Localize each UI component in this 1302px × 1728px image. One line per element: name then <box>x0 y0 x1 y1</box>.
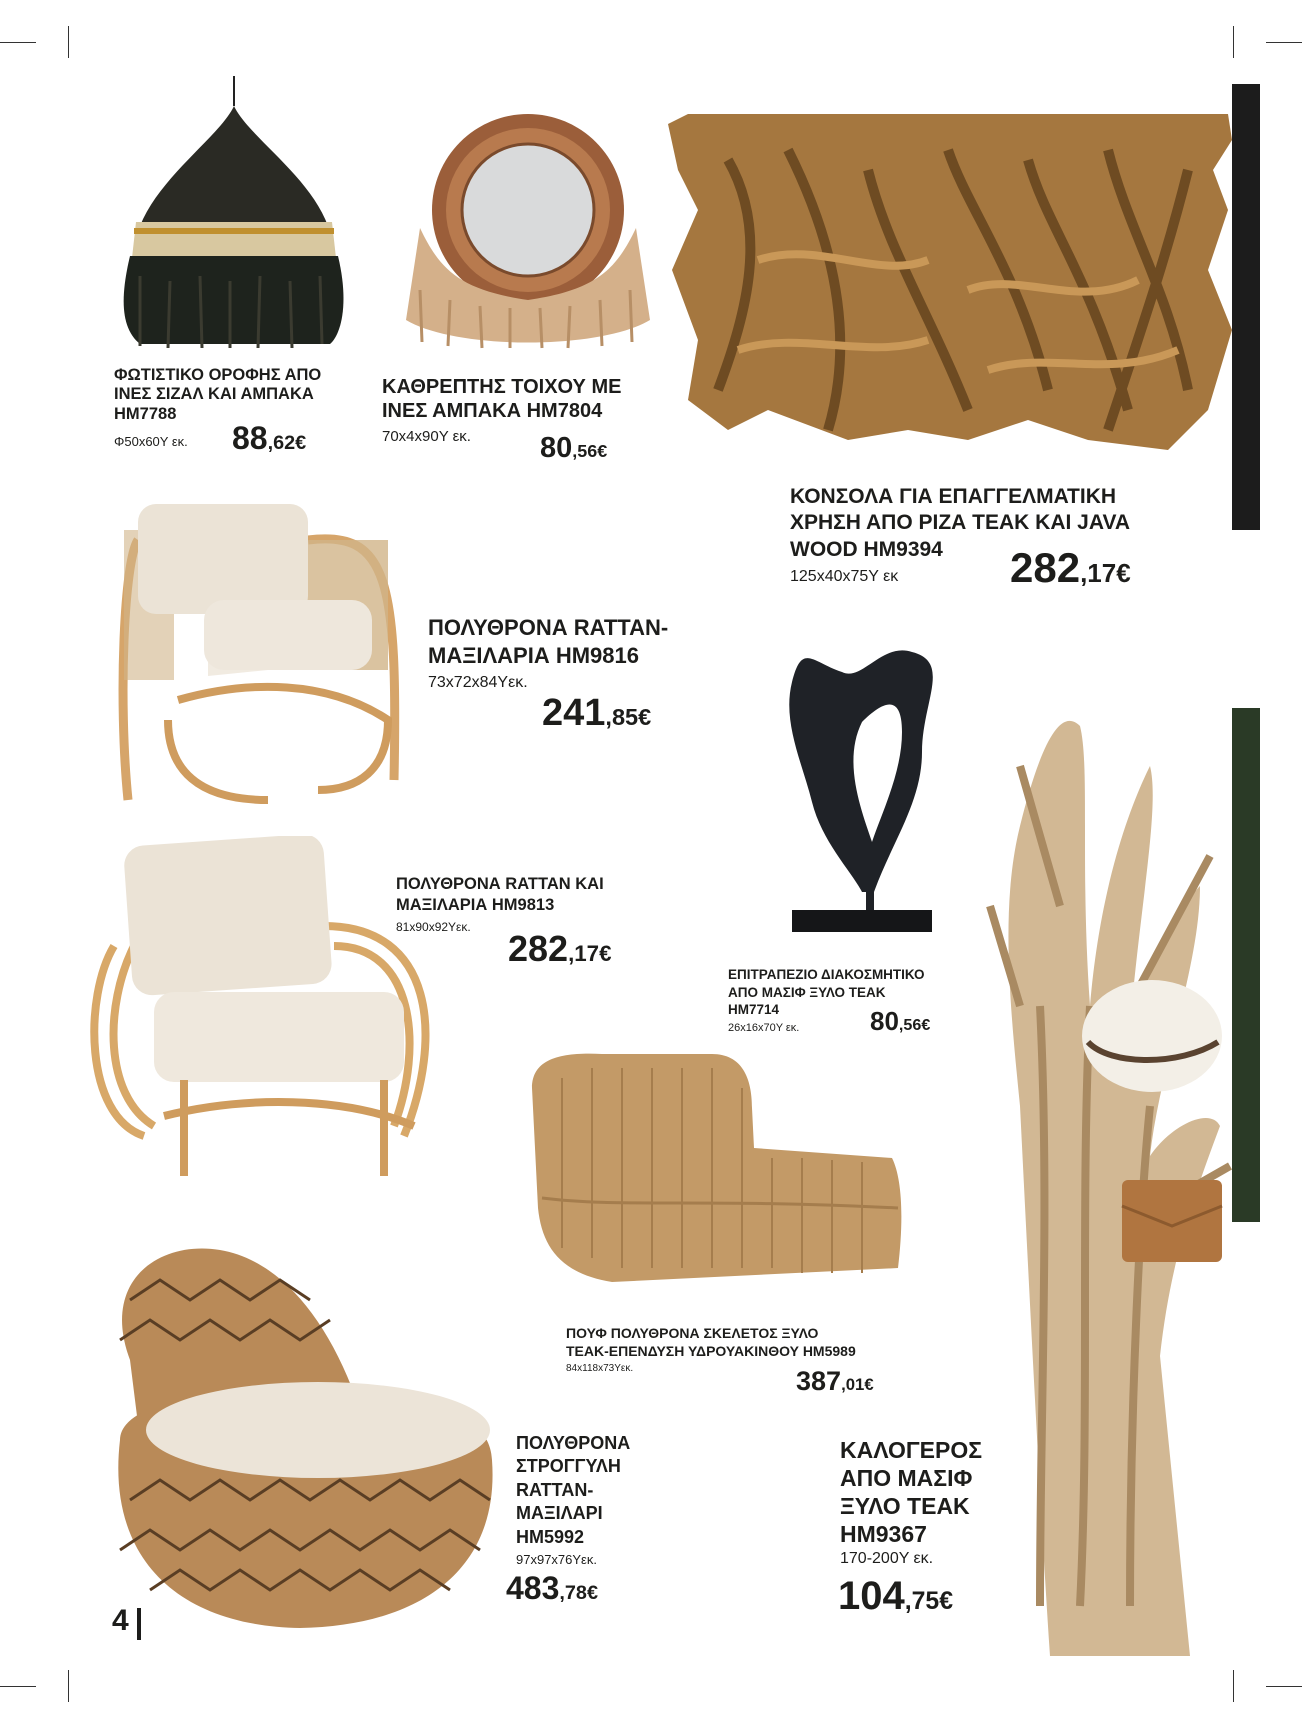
product-dims-lamp: Φ50x60Y εκ. <box>114 434 188 449</box>
sculpture-image <box>772 642 952 942</box>
product-price-mirror: 80,56€ <box>540 432 608 464</box>
product-title-armchair1: ΠΟΛΥΘΡΟΝΑ RATTAN- ΜΑΞΙΛΑΡΙΑ HM9816 <box>428 615 669 668</box>
product-price-lamp: 88,62€ <box>232 420 307 456</box>
product-price-round-chair: 483,78€ <box>506 1570 598 1606</box>
crop-mark <box>1233 1670 1234 1702</box>
mirror-image <box>400 110 656 350</box>
product-price-sculpture: 80,56€ <box>870 1006 931 1036</box>
crop-mark <box>0 42 36 43</box>
product-dims-valet: 170-200Y εκ. <box>840 1550 934 1567</box>
product-dims-console: 125x40x75Y εκ <box>790 568 899 585</box>
page-number: 4 <box>112 1604 129 1637</box>
product-price-pouf: 387,01€ <box>796 1366 874 1396</box>
page-number-bar <box>137 1608 141 1640</box>
product-dims-armchair1: 73x72x84Yεκ. <box>428 674 528 691</box>
edge-photo-strip <box>1232 708 1260 1222</box>
product-price-armchair2: 282,17€ <box>508 928 612 969</box>
product-price-armchair1: 241,85€ <box>542 692 652 734</box>
product-dims-sculpture: 26x16x70Y εκ. <box>728 1022 800 1034</box>
rattan-armchair-image <box>108 500 402 812</box>
product-title-console: ΚΟΝΣΟΛΑ ΓΙΑ ΕΠΑΓΓΕΛΜΑΤΙΚΗ ΧΡΗΣΗ ΑΠΟ ΡΙΖΑ TEAK ΚΑΙ JAVA WOOD HM9394 <box>790 485 1131 561</box>
product-title-valet: ΚΑΛΟΓΕΡΟΣ ΑΠΟ ΜΑΣΙΦ ΞΥΛΟ TEAK HM9367 <box>840 1437 983 1548</box>
product-title-pouf: ΠΟΥΦ ΠΟΛΥΘΡΟΝΑ ΣΚΕΛΕΤΟΣ ΞΥΛΟ TEAK-ΕΠΕΝΔΥΣΗ ΥΔΡΟΥΑΚΙΝΘΟΥ HM5989 <box>566 1325 856 1360</box>
crop-mark <box>0 1686 36 1687</box>
product-dims-armchair2: 81x90x92Yεκ. <box>396 920 471 934</box>
round-rattan-chair-image <box>100 1240 500 1628</box>
product-price-valet: 104,75€ <box>838 1574 954 1618</box>
product-title-mirror: ΚΑΘΡΕΠΤΗΣ ΤΟΙΧΟΥ ΜΕ ΙΝΕΣ ΑΜΠΑΚΑ HM7804 <box>382 376 622 422</box>
crop-mark <box>68 26 69 58</box>
crop-mark <box>1266 42 1302 43</box>
rattan-armchair-round-image <box>84 836 444 1182</box>
crop-mark <box>1233 26 1234 58</box>
crop-mark <box>68 1670 69 1702</box>
edge-photo-strip <box>1232 84 1260 530</box>
pouf-armchair-image <box>522 1048 904 1284</box>
product-title-armchair2: ΠΟΛΥΘΡΟΝΑ RATTAN ΚΑΙ ΜΑΞΙΛΑΡΙΑ HM9813 <box>396 875 604 915</box>
product-dims-mirror: 70x4x90Y εκ. <box>382 428 471 445</box>
product-dims-round-chair: 97x97x76Yεκ. <box>516 1552 597 1567</box>
product-price-console: 282,17€ <box>1010 544 1131 591</box>
pendant-lamp-image <box>100 76 360 348</box>
product-dims-pouf: 84x118x73Yεκ. <box>566 1363 634 1374</box>
product-title-round-chair: ΠΟΛΥΘΡΟΝΑ ΣΤΡΟΓΓΥΛΗ RATTAN- ΜΑΞΙΛΑΡΙ HM5992 <box>516 1433 631 1547</box>
product-title-lamp: ΦΩΤΙΣΤΙΚΟ ΟΡΟΦΗΣ ΑΠΟ ΙΝΕΣ ΣΙΖΑΛ ΚΑΙ ΑΜΠΑΚΑ HM7788 <box>114 366 322 423</box>
product-title-sculpture: ΕΠΙΤΡΑΠΕΖΙΟ ΔΙΑΚΟΣΜΗΤΙΚΟ ΑΠΟ ΜΑΣΙΦ ΞΥΛΟ TEAK HM7714 <box>728 967 925 1018</box>
driftwood-valet-image <box>980 706 1232 1662</box>
crop-mark <box>1266 1686 1302 1687</box>
root-console-image <box>668 110 1232 456</box>
